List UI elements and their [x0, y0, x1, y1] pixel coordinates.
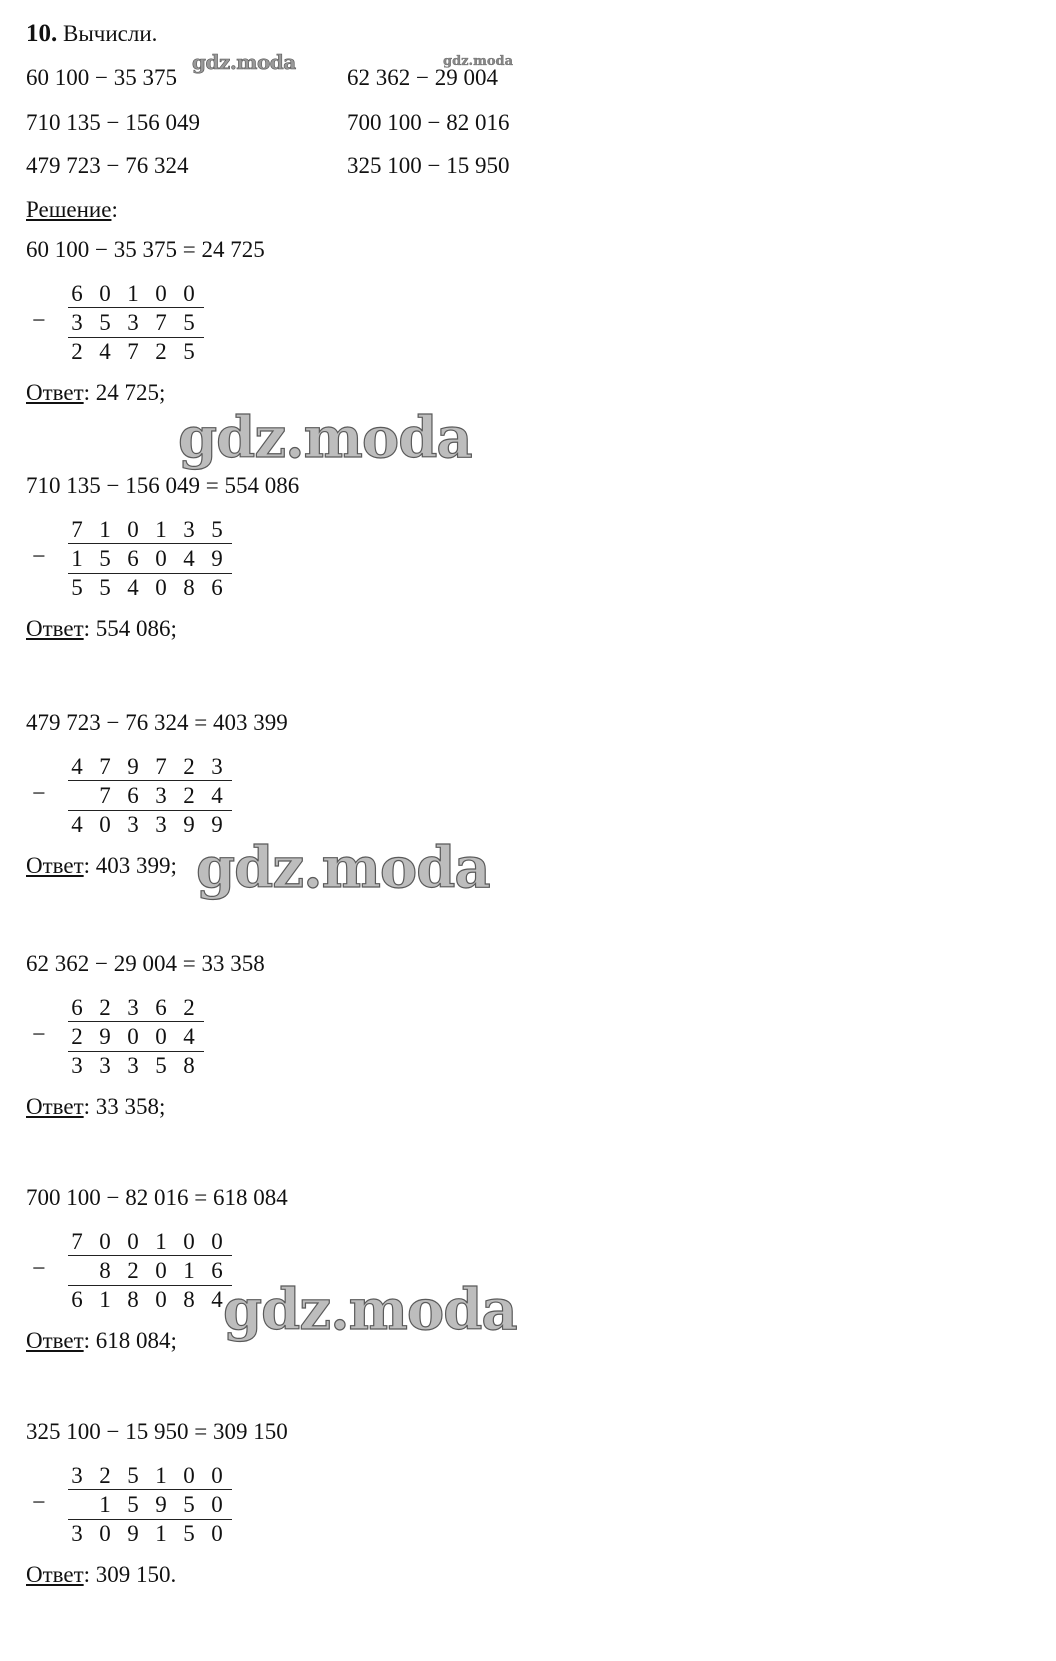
result-digit: 2 — [71, 339, 83, 364]
exercise-number: 10. — [26, 20, 58, 47]
top-digit: 0 — [183, 1229, 195, 1254]
equation: 479 723 − 76 324 = 403 399 — [26, 710, 288, 735]
result-digit: 3 — [71, 1053, 83, 1078]
bottom-digit: 5 — [99, 546, 111, 571]
result-digit: 4 — [211, 1287, 223, 1312]
bottom-digit: 5 — [183, 1492, 195, 1517]
result-digit: 9 — [211, 812, 223, 837]
bottom-digit: 5 — [99, 310, 111, 335]
top-digit: 4 — [71, 754, 83, 779]
top-digit: 6 — [155, 995, 167, 1020]
bottom-digit: 0 — [155, 546, 167, 571]
bottom-digit: 3 — [71, 310, 83, 335]
bottom-digit: 9 — [99, 1024, 111, 1049]
result-digit: 0 — [99, 812, 111, 837]
top-digit: 2 — [183, 754, 195, 779]
top-digit: 0 — [99, 1229, 111, 1254]
answer-label: Ответ — [26, 1562, 84, 1587]
result-digit: 8 — [183, 575, 195, 600]
solution-label-text: Решение — [26, 197, 112, 222]
answer-label: Ответ — [26, 380, 84, 405]
result-rule — [68, 1051, 204, 1052]
answer-line — [26, 853, 177, 879]
result-digit: 9 — [127, 1521, 139, 1546]
underline-rule — [68, 1021, 204, 1022]
minus-sign: − — [32, 1022, 46, 1048]
result-rule — [68, 1519, 232, 1520]
result-digit: 3 — [71, 1521, 83, 1546]
answer-line — [26, 1094, 165, 1120]
bottom-digit: 2 — [71, 1024, 83, 1049]
equation: 700 100 − 82 016 = 618 084 — [26, 1185, 288, 1210]
top-digit: 5 — [211, 517, 223, 542]
bottom-digit: 6 — [211, 1258, 223, 1283]
answer-line — [26, 380, 165, 406]
bottom-digit: 1 — [99, 1492, 111, 1517]
result-digit: 5 — [155, 1053, 167, 1078]
top-digit: 3 — [71, 1463, 83, 1488]
top-digit: 0 — [99, 281, 111, 306]
answer-value: : 403 399; — [83, 853, 177, 878]
minus-sign: − — [32, 308, 46, 334]
answer-value: : 24 725; — [83, 380, 166, 405]
underline-rule — [68, 780, 232, 781]
result-digit: 3 — [99, 1053, 111, 1078]
result-digit: 3 — [127, 812, 139, 837]
result-rule — [68, 337, 204, 338]
top-digit: 9 — [127, 754, 139, 779]
top-digit: 3 — [127, 995, 139, 1020]
result-digit: 0 — [211, 1521, 223, 1546]
task-3: 710 135 − 156 049 — [26, 110, 200, 135]
top-digit: 7 — [99, 754, 111, 779]
top-digit: 1 — [155, 1463, 167, 1488]
result-digit: 1 — [99, 1287, 111, 1312]
equation: 62 362 − 29 004 = 33 358 — [26, 951, 265, 976]
result-rule — [68, 1285, 232, 1286]
task-2: 62 362 − 29 004 — [347, 65, 498, 90]
underline-rule — [68, 543, 232, 544]
bottom-digit: 9 — [211, 546, 223, 571]
top-digit: 1 — [99, 517, 111, 542]
answer-line — [26, 1328, 177, 1354]
bottom-digit: 7 — [99, 783, 111, 808]
answer-label: Ответ — [26, 1328, 84, 1353]
top-digit: 6 — [71, 281, 83, 306]
answer-line — [26, 1562, 176, 1588]
result-rule — [68, 573, 232, 574]
result-digit: 0 — [99, 1521, 111, 1546]
top-digit: 3 — [183, 517, 195, 542]
result-digit: 8 — [183, 1287, 195, 1312]
top-digit: 5 — [127, 1463, 139, 1488]
solution-label: Решение: — [26, 197, 118, 222]
bottom-digit: 2 — [183, 783, 195, 808]
result-digit: 0 — [155, 575, 167, 600]
equation: 60 100 − 35 375 = 24 725 — [26, 237, 265, 262]
bottom-digit: 3 — [155, 783, 167, 808]
bottom-digit: 2 — [127, 1258, 139, 1283]
top-digit: 0 — [127, 517, 139, 542]
result-rule — [68, 810, 232, 811]
watermark-logo: gdz.moda — [443, 54, 514, 69]
bottom-digit: 0 — [155, 1258, 167, 1283]
top-digit: 2 — [183, 995, 195, 1020]
result-digit: 9 — [183, 812, 195, 837]
result-digit: 3 — [155, 812, 167, 837]
result-digit: 6 — [211, 575, 223, 600]
bottom-digit: 0 — [211, 1492, 223, 1517]
top-digit: 7 — [71, 1229, 83, 1254]
answer-value: : 33 358; — [83, 1094, 166, 1119]
answer-value: : 618 084; — [83, 1328, 177, 1353]
top-digit: 2 — [99, 1463, 111, 1488]
answer-line — [26, 616, 177, 642]
minus-sign: − — [32, 1490, 46, 1516]
bottom-digit: 0 — [155, 1024, 167, 1049]
answer-label: Ответ — [26, 616, 84, 641]
result-digit: 0 — [155, 1287, 167, 1312]
answer-value: : 554 086; — [83, 616, 177, 641]
result-digit: 7 — [127, 339, 139, 364]
exercise-instruction: Вычисли. — [63, 21, 158, 46]
result-digit: 4 — [99, 339, 111, 364]
task-4: 700 100 − 82 016 — [347, 110, 510, 135]
equation: 325 100 − 15 950 = 309 150 — [26, 1419, 288, 1444]
watermark-logo: gdz.moda — [192, 50, 296, 74]
task-5: 479 723 − 76 324 — [26, 153, 189, 178]
top-digit: 0 — [211, 1463, 223, 1488]
top-digit: 7 — [155, 754, 167, 779]
watermark-logo: gdz.moda — [223, 1277, 517, 1343]
bottom-digit: 6 — [127, 546, 139, 571]
bottom-digit: 5 — [127, 1492, 139, 1517]
top-digit: 1 — [127, 281, 139, 306]
result-digit: 6 — [71, 1287, 83, 1312]
bottom-digit: 8 — [99, 1258, 111, 1283]
top-digit: 1 — [155, 517, 167, 542]
bottom-digit: 4 — [183, 546, 195, 571]
top-digit: 0 — [183, 1463, 195, 1488]
answer-value: : 309 150. — [83, 1562, 177, 1587]
top-digit: 3 — [211, 754, 223, 779]
bottom-digit: 6 — [127, 783, 139, 808]
result-digit: 5 — [183, 1521, 195, 1546]
answer-label: Ответ — [26, 853, 84, 878]
task-1: 60 100 − 35 375 — [26, 65, 177, 90]
task-6: 325 100 − 15 950 — [347, 153, 510, 178]
watermark-logo: gdz.moda — [196, 835, 490, 901]
result-digit: 5 — [99, 575, 111, 600]
top-digit: 0 — [211, 1229, 223, 1254]
top-digit: 7 — [71, 517, 83, 542]
watermark-logo: gdz.moda — [178, 405, 472, 471]
result-digit: 4 — [127, 575, 139, 600]
top-digit: 0 — [183, 281, 195, 306]
exercise-title — [26, 20, 157, 48]
result-digit: 2 — [155, 339, 167, 364]
bottom-digit: 4 — [183, 1024, 195, 1049]
top-digit: 2 — [99, 995, 111, 1020]
underline-rule — [68, 307, 204, 308]
result-digit: 5 — [71, 575, 83, 600]
bottom-digit: 5 — [183, 310, 195, 335]
bottom-digit: 7 — [155, 310, 167, 335]
bottom-digit: 1 — [183, 1258, 195, 1283]
top-digit: 0 — [155, 281, 167, 306]
result-digit: 8 — [183, 1053, 195, 1078]
bottom-digit: 9 — [155, 1492, 167, 1517]
top-digit: 1 — [155, 1229, 167, 1254]
bottom-digit: 0 — [127, 1024, 139, 1049]
answer-label: Ответ — [26, 1094, 84, 1119]
minus-sign: − — [32, 544, 46, 570]
result-digit: 5 — [183, 339, 195, 364]
underline-rule — [68, 1489, 232, 1490]
bottom-digit: 3 — [127, 310, 139, 335]
underline-rule — [68, 1255, 232, 1256]
result-digit: 4 — [71, 812, 83, 837]
top-digit: 0 — [127, 1229, 139, 1254]
result-digit: 8 — [127, 1287, 139, 1312]
minus-sign: − — [32, 781, 46, 807]
result-digit: 3 — [127, 1053, 139, 1078]
bottom-digit: 4 — [211, 783, 223, 808]
minus-sign: − — [32, 1256, 46, 1282]
result-digit: 1 — [155, 1521, 167, 1546]
bottom-digit: 1 — [71, 546, 83, 571]
equation: 710 135 − 156 049 = 554 086 — [26, 473, 300, 498]
top-digit: 6 — [71, 995, 83, 1020]
